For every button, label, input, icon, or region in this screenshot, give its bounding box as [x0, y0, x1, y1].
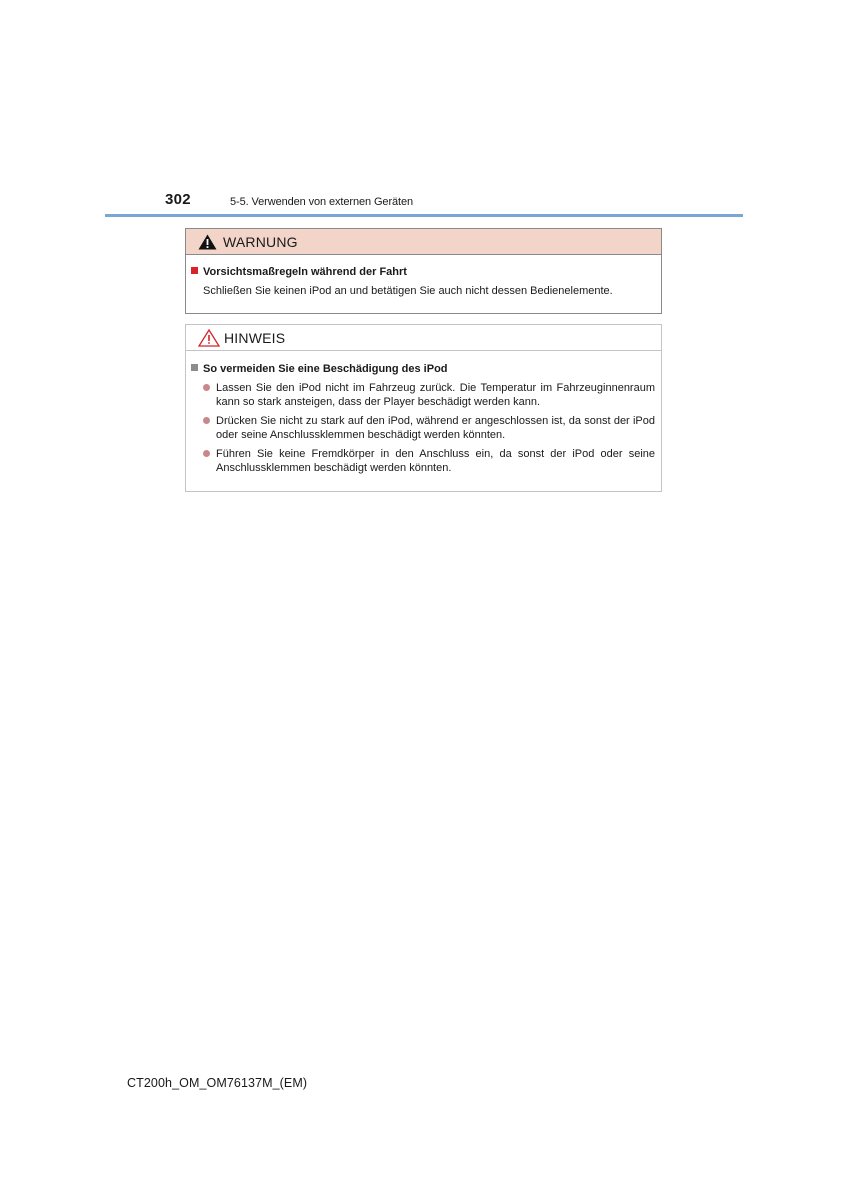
- warning-subhead: [191, 265, 655, 279]
- warning-triangle-filled-icon: [198, 234, 217, 250]
- warning-body: [186, 255, 661, 298]
- page-number: 302: [165, 191, 191, 208]
- list-item: [191, 414, 655, 442]
- list-item: [191, 447, 655, 475]
- list-item-text: Drücken Sie nicht zu stark auf den iPod, während er angeschlossen ist, da sonst der iPod oder seine Anschlussklemmen beschädigt werden könnten.: [216, 415, 655, 441]
- document-code: CT200h_OM_OM76137M_(EM): [127, 1076, 308, 1090]
- notice-subhead: [191, 362, 655, 376]
- notice-body: [186, 351, 661, 475]
- warning-title: WARNUNG: [223, 233, 298, 250]
- gray-square-icon: [191, 364, 198, 371]
- bullet-dot-icon: [203, 384, 210, 391]
- warning-box: [185, 228, 662, 314]
- list-item-text: Lassen Sie den iPod nicht im Fahrzeug zurück. Die Temperatur im Fahrzeuginnenraum kann so stark ansteigen, dass der Player beschädigt werden kann.: [216, 382, 655, 408]
- warning-subhead-text: Vorsichtsmaßregeln während der Fahrt: [203, 266, 407, 278]
- warning-header: [186, 229, 661, 255]
- header-rule: [105, 214, 743, 217]
- section-title: 5-5. Verwenden von externen Geräten: [230, 196, 414, 208]
- notice-box: [185, 324, 662, 492]
- warning-text: Schließen Sie keinen iPod an und betätigen Sie auch nicht dessen Bedienelemente.: [203, 285, 613, 297]
- bullet-dot-icon: [203, 417, 210, 424]
- list-item: [191, 381, 655, 409]
- notice-title: HINWEIS: [224, 329, 286, 346]
- list-item-text: Führen Sie keine Fremdkörper in den Anschluss ein, da sonst der iPod oder seine Anschlussklemmen beschädigt werden könnten.: [216, 448, 655, 474]
- bullet-dot-icon: [203, 450, 210, 457]
- notice-subhead-text: So vermeiden Sie eine Beschädigung des iPod: [203, 363, 448, 375]
- notice-header: [186, 325, 661, 351]
- warning-triangle-outline-icon: [198, 329, 220, 347]
- red-square-icon: [191, 267, 198, 274]
